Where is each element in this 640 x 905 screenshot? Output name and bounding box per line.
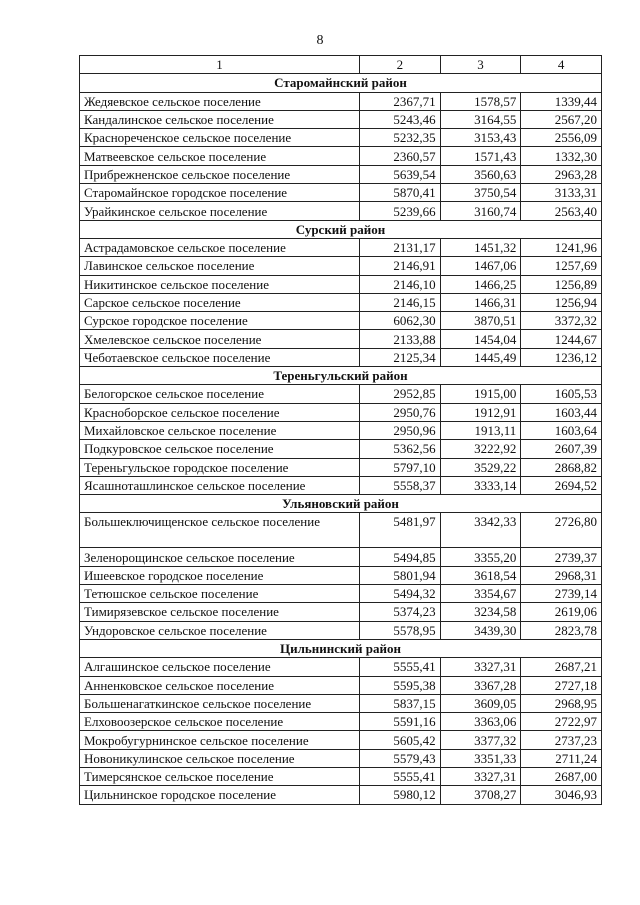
header-col-3: 3	[440, 56, 521, 74]
settlement-name-cell: Прибрежненское сельское поселение	[80, 165, 360, 183]
table-row	[80, 513, 602, 548]
settlement-name-cell: Алгашинское сельское поселение	[80, 658, 360, 676]
value-col-4-cell: 2868,82	[521, 458, 602, 476]
table-row	[80, 92, 602, 110]
settlement-name-cell: Урайкинское сельское поселение	[80, 202, 360, 220]
value-col-2-cell: 2360,57	[360, 147, 441, 165]
table-row	[80, 767, 602, 785]
district-name: Тереньгульский район	[80, 367, 602, 385]
value-col-4-cell: 1603,64	[521, 421, 602, 439]
value-col-4-cell: 1339,44	[521, 92, 602, 110]
value-col-3-cell: 1466,25	[440, 275, 521, 293]
value-col-4-cell: 2726,80	[521, 513, 602, 548]
value-col-2-cell: 2952,85	[360, 385, 441, 403]
table-row	[80, 257, 602, 275]
value-col-4-cell: 2737,23	[521, 731, 602, 749]
header-col-1: 1	[80, 56, 360, 74]
value-col-4-cell: 2963,28	[521, 165, 602, 183]
value-col-4-cell: 1603,44	[521, 403, 602, 421]
value-col-4-cell: 2968,31	[521, 566, 602, 584]
value-col-3-cell: 1912,91	[440, 403, 521, 421]
table-row	[80, 184, 602, 202]
table-row	[80, 458, 602, 476]
settlement-name-cell: Краснореченское сельское поселение	[80, 129, 360, 147]
value-col-2-cell: 5243,46	[360, 110, 441, 128]
table-row	[80, 129, 602, 147]
table-row	[80, 713, 602, 731]
settlement-name-cell: Большенагаткинское сельское поселение	[80, 694, 360, 712]
value-col-3-cell: 3708,27	[440, 786, 521, 804]
settlement-name-cell: Астрадамовское сельское поселение	[80, 238, 360, 256]
value-col-4-cell: 3372,32	[521, 312, 602, 330]
district-header-row	[80, 367, 602, 385]
value-col-2-cell: 2950,76	[360, 403, 441, 421]
value-col-4-cell: 3133,31	[521, 184, 602, 202]
value-col-2-cell: 2125,34	[360, 348, 441, 366]
value-col-4-cell: 2607,39	[521, 440, 602, 458]
value-col-2-cell: 2146,15	[360, 293, 441, 311]
value-col-2-cell: 5555,41	[360, 767, 441, 785]
value-col-4-cell: 2556,09	[521, 129, 602, 147]
value-col-3-cell: 1915,00	[440, 385, 521, 403]
table-row	[80, 694, 602, 712]
value-col-3-cell: 3342,33	[440, 513, 521, 548]
settlement-name-cell: Тимерсянское сельское поселение	[80, 767, 360, 785]
value-col-2-cell: 5494,85	[360, 548, 441, 566]
settlement-name-cell: Белогорское сельское поселение	[80, 385, 360, 403]
value-col-3-cell: 3618,54	[440, 566, 521, 584]
value-col-3-cell: 3351,33	[440, 749, 521, 767]
value-col-3-cell: 1578,57	[440, 92, 521, 110]
value-col-2-cell: 5980,12	[360, 786, 441, 804]
district-name: Сурский район	[80, 220, 602, 238]
value-col-4-cell: 1257,69	[521, 257, 602, 275]
value-col-3-cell: 1571,43	[440, 147, 521, 165]
header-row	[80, 56, 602, 74]
value-col-2-cell: 2133,88	[360, 330, 441, 348]
settlement-name-cell: Михайловское сельское поселение	[80, 421, 360, 439]
district-header-row	[80, 74, 602, 92]
settlement-name-cell: Хмелевское сельское поселение	[80, 330, 360, 348]
value-col-3-cell: 3327,31	[440, 767, 521, 785]
district-header-row	[80, 220, 602, 238]
value-col-4-cell: 1236,12	[521, 348, 602, 366]
value-col-3-cell: 3234,58	[440, 603, 521, 621]
settlement-name-cell: Сурское городское поселение	[80, 312, 360, 330]
table-row	[80, 312, 602, 330]
district-header-row	[80, 639, 602, 657]
value-col-2-cell: 5555,41	[360, 658, 441, 676]
value-col-4-cell: 2563,40	[521, 202, 602, 220]
value-col-4-cell: 1244,67	[521, 330, 602, 348]
table-row	[80, 293, 602, 311]
value-col-3-cell: 3327,31	[440, 658, 521, 676]
district-header-row	[80, 495, 602, 513]
value-col-2-cell: 5591,16	[360, 713, 441, 731]
settlement-name-cell: Матвеевское сельское поселение	[80, 147, 360, 165]
value-col-2-cell: 5374,23	[360, 603, 441, 621]
table-row	[80, 548, 602, 566]
value-col-2-cell: 5639,54	[360, 165, 441, 183]
header-col-2: 2	[360, 56, 441, 74]
settlement-name-cell: Большеключищенское сельское поселение	[80, 513, 360, 548]
value-col-2-cell: 5797,10	[360, 458, 441, 476]
settlements-table	[79, 55, 602, 805]
value-col-4-cell: 2722,97	[521, 713, 602, 731]
table-row	[80, 658, 602, 676]
settlement-name-cell: Ясашноташлинское сельское поселение	[80, 476, 360, 494]
value-col-2-cell: 5605,42	[360, 731, 441, 749]
table-row	[80, 238, 602, 256]
settlement-name-cell: Подкуровское сельское поселение	[80, 440, 360, 458]
value-col-3-cell: 3363,06	[440, 713, 521, 731]
value-col-2-cell: 5494,32	[360, 585, 441, 603]
table-row	[80, 731, 602, 749]
value-col-4-cell: 3046,93	[521, 786, 602, 804]
value-col-4-cell: 2567,20	[521, 110, 602, 128]
value-col-2-cell: 2146,10	[360, 275, 441, 293]
table-row	[80, 585, 602, 603]
settlement-name-cell: Тимирязевское сельское поселение	[80, 603, 360, 621]
table-row	[80, 110, 602, 128]
value-col-2-cell: 5837,15	[360, 694, 441, 712]
value-col-3-cell: 3609,05	[440, 694, 521, 712]
table-row	[80, 786, 602, 804]
value-col-4-cell: 1605,53	[521, 385, 602, 403]
table-row	[80, 348, 602, 366]
table-row	[80, 566, 602, 584]
value-col-4-cell: 2694,52	[521, 476, 602, 494]
settlement-name-cell: Жедяевское сельское поселение	[80, 92, 360, 110]
value-col-4-cell: 2823,78	[521, 621, 602, 639]
settlement-name-cell: Никитинское сельское поселение	[80, 275, 360, 293]
settlement-name-cell: Ишеевское городское поселение	[80, 566, 360, 584]
value-col-3-cell: 3222,92	[440, 440, 521, 458]
table-row	[80, 330, 602, 348]
settlement-name-cell: Кандалинское сельское поселение	[80, 110, 360, 128]
value-col-4-cell: 1256,89	[521, 275, 602, 293]
value-col-4-cell: 2739,37	[521, 548, 602, 566]
value-col-2-cell: 5239,66	[360, 202, 441, 220]
value-col-3-cell: 3439,30	[440, 621, 521, 639]
value-col-2-cell: 5578,95	[360, 621, 441, 639]
value-col-2-cell: 2367,71	[360, 92, 441, 110]
table-row	[80, 476, 602, 494]
value-col-3-cell: 3333,14	[440, 476, 521, 494]
value-col-2-cell: 2131,17	[360, 238, 441, 256]
value-col-4-cell: 1241,96	[521, 238, 602, 256]
value-col-3-cell: 3354,67	[440, 585, 521, 603]
value-col-4-cell: 2687,00	[521, 767, 602, 785]
table-row	[80, 676, 602, 694]
value-col-3-cell: 1445,49	[440, 348, 521, 366]
settlement-name-cell: Новоникулинское сельское поселение	[80, 749, 360, 767]
value-col-2-cell: 2146,91	[360, 257, 441, 275]
settlement-name-cell: Сарское сельское поселение	[80, 293, 360, 311]
value-col-3-cell: 3160,74	[440, 202, 521, 220]
value-col-2-cell: 2950,96	[360, 421, 441, 439]
value-col-2-cell: 5801,94	[360, 566, 441, 584]
value-col-2-cell: 5481,97	[360, 513, 441, 548]
value-col-2-cell: 5232,35	[360, 129, 441, 147]
table-row	[80, 275, 602, 293]
table-row	[80, 147, 602, 165]
settlement-name-cell: Старомайнское городское поселение	[80, 184, 360, 202]
value-col-2-cell: 5558,37	[360, 476, 441, 494]
value-col-2-cell: 5595,38	[360, 676, 441, 694]
value-col-2-cell: 6062,30	[360, 312, 441, 330]
value-col-2-cell: 5870,41	[360, 184, 441, 202]
district-name: Цильнинский район	[80, 639, 602, 657]
settlement-name-cell: Лавинское сельское поселение	[80, 257, 360, 275]
settlement-name-cell: Зеленорощинское сельское поселение	[80, 548, 360, 566]
value-col-4-cell: 1332,30	[521, 147, 602, 165]
table-row	[80, 749, 602, 767]
table-row	[80, 440, 602, 458]
district-name: Ульяновский район	[80, 495, 602, 513]
value-col-3-cell: 3870,51	[440, 312, 521, 330]
value-col-2-cell: 5579,43	[360, 749, 441, 767]
value-col-3-cell: 3164,55	[440, 110, 521, 128]
value-col-3-cell: 3377,32	[440, 731, 521, 749]
table-row	[80, 621, 602, 639]
value-col-3-cell: 1913,11	[440, 421, 521, 439]
table-row	[80, 421, 602, 439]
district-name: Старомайнский район	[80, 74, 602, 92]
settlement-name-cell: Елховоозерское сельское поселение	[80, 713, 360, 731]
settlement-name-cell: Чеботаевское сельское поселение	[80, 348, 360, 366]
value-col-3-cell: 3750,54	[440, 184, 521, 202]
value-col-3-cell: 1451,32	[440, 238, 521, 256]
value-col-3-cell: 1466,31	[440, 293, 521, 311]
settlement-name-cell: Тереньгульское городское поселение	[80, 458, 360, 476]
value-col-3-cell: 1467,06	[440, 257, 521, 275]
settlement-name-cell: Цильнинское городское поселение	[80, 786, 360, 804]
value-col-4-cell: 1256,94	[521, 293, 602, 311]
value-col-4-cell: 2727,18	[521, 676, 602, 694]
table-row	[80, 603, 602, 621]
value-col-4-cell: 2687,21	[521, 658, 602, 676]
value-col-3-cell: 3529,22	[440, 458, 521, 476]
value-col-4-cell: 2711,24	[521, 749, 602, 767]
table-body	[80, 56, 602, 805]
settlement-name-cell: Красноборское сельское поселение	[80, 403, 360, 421]
settlement-name-cell: Анненковское сельское поселение	[80, 676, 360, 694]
value-col-4-cell: 2968,95	[521, 694, 602, 712]
table-row	[80, 403, 602, 421]
table-row	[80, 385, 602, 403]
value-col-2-cell: 5362,56	[360, 440, 441, 458]
settlement-name-cell: Мокробугурнинское сельское поселение	[80, 731, 360, 749]
value-col-3-cell: 3367,28	[440, 676, 521, 694]
value-col-3-cell: 3355,20	[440, 548, 521, 566]
value-col-3-cell: 3153,43	[440, 129, 521, 147]
page-number: 8	[316, 33, 324, 48]
table-row	[80, 165, 602, 183]
table-row	[80, 202, 602, 220]
value-col-4-cell: 2739,14	[521, 585, 602, 603]
settlement-name-cell: Ундоровское сельское поселение	[80, 621, 360, 639]
value-col-4-cell: 2619,06	[521, 603, 602, 621]
header-col-4: 4	[521, 56, 602, 74]
settlement-name-cell: Тетюшское сельское поселение	[80, 585, 360, 603]
value-col-3-cell: 3560,63	[440, 165, 521, 183]
value-col-3-cell: 1454,04	[440, 330, 521, 348]
